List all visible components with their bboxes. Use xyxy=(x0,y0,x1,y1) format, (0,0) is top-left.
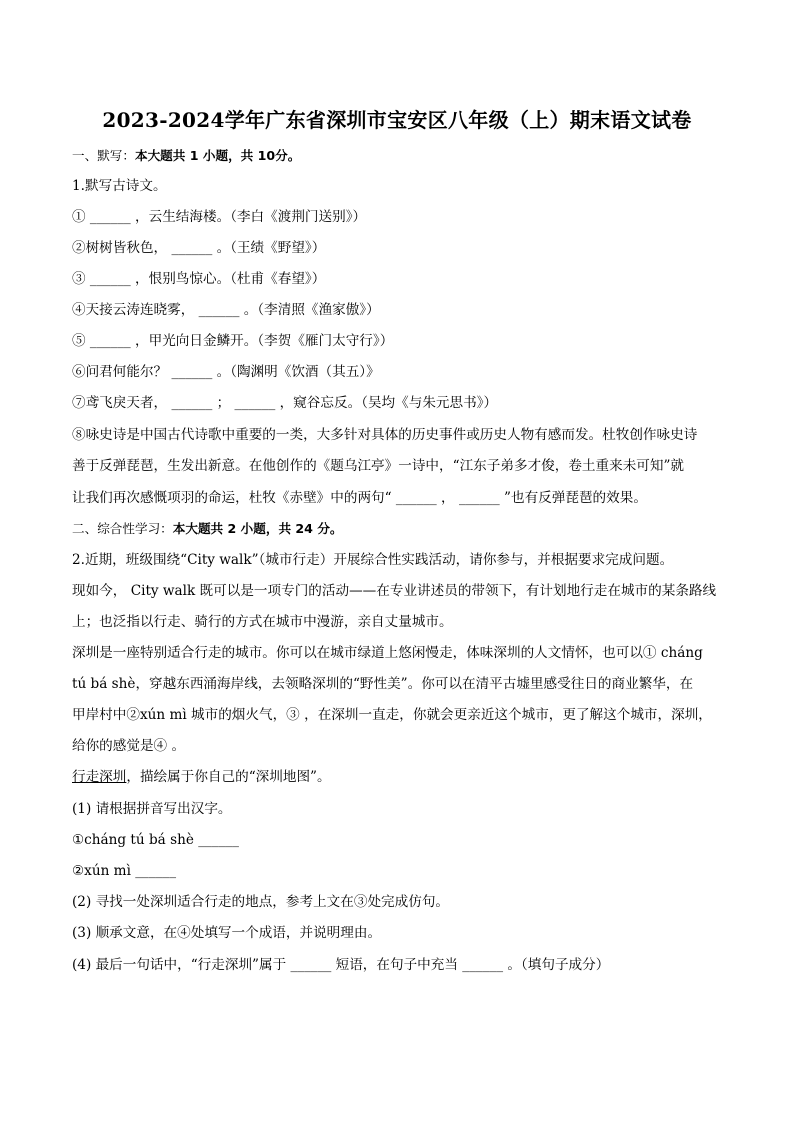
subquestion-3: (3) 顺承文意，在④处填写一个成语，并说明理由。 xyxy=(72,925,382,941)
page-title: 2023-2024学年广东省深圳市宝安区八年级（上）期末语文试卷 xyxy=(102,108,692,132)
subquestion-1: (1) 请根据拼音写出汉字。 xyxy=(72,801,232,817)
question-2-line-3: 上；也泛指以行走、骑行的方式在城市中漫游，亲自丈量城市。 xyxy=(72,614,453,630)
question-1-item-1: ① ______ ，云生结海楼。（李白《渡荆门送别》） xyxy=(72,209,367,225)
question-1-item-8-line-1: ⑧咏史诗是中国古代诗歌中重要的一类，大多针对具体的历史事件或历史人物有感而发。杜牧创作咏史诗 xyxy=(72,427,698,443)
subquestion-1-item-2: ②xún mì ______ xyxy=(72,863,177,879)
question-2-line-4: 深圳是一座特别适合行走的城市。你可以在城市绿道上悠闲慢走，体味深圳的人文情怀，也可以① cháng xyxy=(72,645,703,661)
question-2-line-7: 给你的感觉是④ 。 xyxy=(72,738,186,754)
subquestion-4: (4) 最后一句话中，“行走深圳”属于 ______ 短语，在句子中充当 ______ 。（填句子成分） xyxy=(72,957,610,973)
last-line-rest: ，描绘属于你自己的“深圳地图”。 xyxy=(126,769,331,785)
subquestion-1-item-1: ①cháng tú bá shè ______ xyxy=(72,832,239,848)
question-1-item-5: ⑤ ______ ，甲光向日金鳞开。（李贺《雁门太守行》） xyxy=(72,333,394,349)
question-2-line-2: 现如今， City walk 既可以是一项专门的活动——在专业讲述员的带领下，有计划地行走在城市的某条路线 xyxy=(72,583,717,599)
question-1-item-2: ②树树皆秋色， ______ 。（王绩《野望》） xyxy=(72,240,326,256)
subquestion-2: (2) 寻找一处深圳适合行走的地点，参考上文在③处完成仿句。 xyxy=(72,894,450,910)
section-1-prefix: 一、默写： xyxy=(72,148,135,163)
question-2-line-5: tú bá shè，穿越东西涌海岸线，去领略深圳的“野性美”。你可以在清平古墟里感受往日的商业繁华，在 xyxy=(72,676,694,692)
question-1-item-6: ⑥问君何能尔？ ______ 。（陶渊明《饮酒（其五）》 xyxy=(72,364,380,380)
section-2-info: 本大题共 2 小题，共 24 分。 xyxy=(172,521,343,536)
question-2-last-line xyxy=(72,768,742,786)
question-1-item-7: ⑦鸢飞戾天者， ______ ； ______ ，窥谷忘反。（吴均《与朱元思书》） xyxy=(72,395,498,411)
section-1-header xyxy=(72,147,742,165)
question-1-stem: 1.默写古诗文。 xyxy=(72,178,167,194)
section-2-header xyxy=(72,520,742,538)
question-1-item-4: ④天接云涛连晓雾， ______ 。（李清照《渔家傲》） xyxy=(72,302,380,318)
question-1-item-8-line-2: 善于反弹琵琶，生发出新意。在他创作的《题乌江亭》一诗中，“江东子弟多才俊，卷土重来未可知”就 xyxy=(72,458,685,474)
question-2-line-1: 2.近期，班级围绕“City walk”（城市行走）开展综合性实践活动，请你参与，并根据要求完成问题。 xyxy=(72,552,674,568)
underlined-phrase: 行走深圳 xyxy=(72,769,127,785)
section-1-info: 本大题共 1 小题，共 10分。 xyxy=(134,148,301,163)
question-1-item-8-line-3: 让我们再次感慨项羽的命运，杜牧《赤壁》中的两句“ ______ ， ______ ”也有反弹琵琶的效果。 xyxy=(72,490,647,506)
question-1-item-3: ③ ______ ，恨别鸟惊心。（杜甫《春望》） xyxy=(72,271,326,287)
question-2-line-6: 甲岸村中②xún mì 城市的烟火气，③ ，在深圳一直走，你就会更亲近这个城市，更了解这个城市，深圳， xyxy=(72,707,712,723)
section-2-prefix: 二、综合性学习： xyxy=(72,521,173,536)
